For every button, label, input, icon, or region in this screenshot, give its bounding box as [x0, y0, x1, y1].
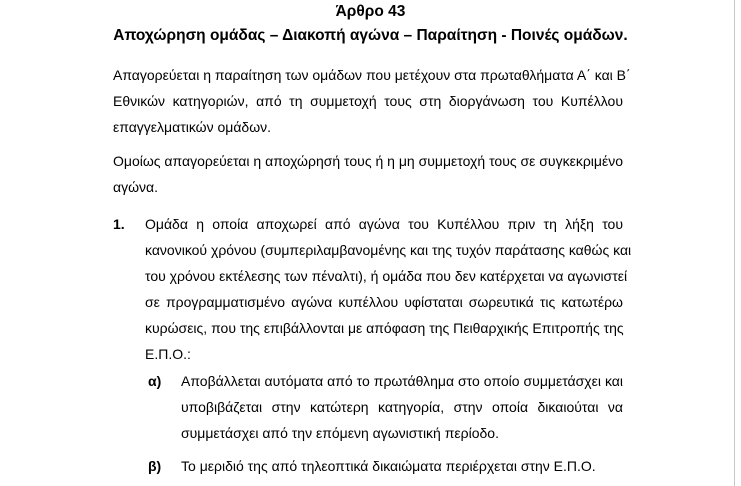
- item-line: Ομάδα η οποία αποχωρεί από αγώνα του Κυπέλλου πριν τη λήξη του: [145, 216, 623, 232]
- subitem-line: υποβιβάζεται στην κατώτερη κατηγορία, στην οποία δικαιούται να: [181, 399, 623, 415]
- paragraph-2: [113, 148, 623, 200]
- subitem-marker-b: β): [148, 458, 162, 474]
- item-line: του χρόνου εκτέλεσης των πέναλτι), ή ομάδα που δεν κατέρχεται να αγωνιστεί: [145, 268, 628, 284]
- subitem-line: συμμετάσχει από την επόμενη αγωνιστική περίοδο.: [181, 425, 499, 441]
- item-number: 1.: [113, 216, 125, 232]
- page-edge-rule: [734, 0, 735, 486]
- item-line: Ε.Π.Ο.:: [145, 346, 191, 362]
- subitem-line: Αποβάλλεται αυτόματα από το πρωτάθλημα στο οποίο συμμετάσχει και: [181, 373, 623, 389]
- item-line: κανονικού χρόνου (συμπεριλαμβανομένης και της τυχόν παράτασης καθώς και: [145, 242, 632, 258]
- item-1-text: [145, 211, 632, 367]
- paragraph-line: Απαγορεύεται η παραίτηση των ομάδων που μετέχουν στα πρωταθλήματα Α΄ και Β΄: [113, 67, 631, 83]
- subitem-line: Το μεριδιό της από τηλεοπτικά δικαιώματα περιέρχεται στην Ε.Π.Ο.: [181, 458, 596, 474]
- item-line: κυρώσεις, που της επιβάλλονται με απόφαση της Πειθαρχικής Επιτροπής της: [145, 320, 624, 336]
- paragraph-line: αγώνα.: [113, 179, 159, 195]
- subitem-marker-a: α): [148, 373, 162, 389]
- paragraph-line: Εθνικών κατηγοριών, από τη συμμετοχή τους στη διοργάνωση του Κυπέλλου: [113, 93, 623, 109]
- subitem-a-text: [181, 368, 623, 446]
- paragraph-line: επαγγελματικών ομάδων.: [113, 119, 272, 135]
- article-subtitle: Αποχώρηση ομάδας – Διακοπή αγώνα – Παραίτηση - Ποινές ομάδων.: [113, 27, 628, 44]
- item-line: σε προγραμματισμένο αγώνα κυπέλλου υφίσταται σωρευτικά τις κατωτέρω: [145, 294, 623, 310]
- subitem-b-text: [181, 453, 623, 479]
- paragraph-1: [113, 62, 631, 140]
- article-heading: Άρθρο 43: [335, 3, 406, 20]
- paragraph-line: Ομοίως απαγορεύεται η αποχώρησή τους ή η μη συμμετοχή τους σε συγκεκριμένο: [113, 153, 623, 169]
